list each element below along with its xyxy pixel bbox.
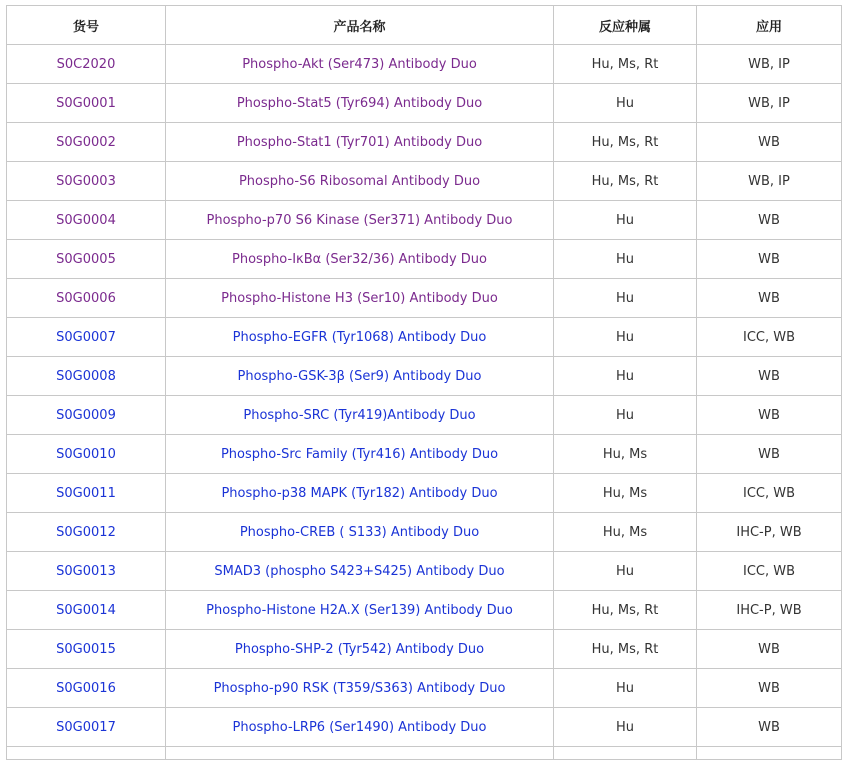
product-name-link[interactable]: Phospho-GSK-3β (Ser9) Antibody Duo [237, 368, 482, 384]
application-cell: WB, IP [697, 162, 842, 201]
sku-cell [7, 45, 166, 84]
empty-cell [166, 747, 554, 760]
sku-link[interactable]: S0G0012 [56, 524, 116, 540]
table-row [7, 474, 842, 513]
empty-cell [697, 747, 842, 760]
table-row [7, 162, 842, 201]
table-row [7, 669, 842, 708]
application-cell: WB [697, 630, 842, 669]
species-cell: Hu [554, 318, 697, 357]
table-row [7, 357, 842, 396]
product-name-cell [166, 84, 554, 123]
species-cell: Hu [554, 669, 697, 708]
product-name-cell [166, 552, 554, 591]
sku-cell [7, 201, 166, 240]
product-name-cell [166, 240, 554, 279]
sku-link[interactable]: S0G0002 [56, 134, 116, 150]
application-cell: WB, IP [697, 84, 842, 123]
species-cell: Hu [554, 84, 697, 123]
product-name-cell [166, 357, 554, 396]
sku-cell [7, 435, 166, 474]
product-name-cell [166, 513, 554, 552]
product-name-link[interactable]: Phospho-Akt (Ser473) Antibody Duo [242, 56, 477, 72]
sku-link[interactable]: S0C2020 [56, 56, 116, 72]
sku-link[interactable]: S0G0001 [56, 95, 116, 111]
table-row [7, 513, 842, 552]
table-row [7, 240, 842, 279]
table-row [7, 435, 842, 474]
application-cell: WB [697, 708, 842, 747]
sku-link[interactable]: S0G0013 [56, 563, 116, 579]
sku-cell [7, 708, 166, 747]
species-cell: Hu, Ms, Rt [554, 630, 697, 669]
sku-link[interactable]: S0G0005 [56, 251, 116, 267]
application-cell: IHC-P, WB [697, 513, 842, 552]
application-cell: ICC, WB [697, 552, 842, 591]
table-row [7, 708, 842, 747]
table-row-partial [7, 747, 842, 760]
table-body [7, 45, 842, 760]
sku-cell [7, 630, 166, 669]
product-name-cell [166, 474, 554, 513]
product-name-cell [166, 435, 554, 474]
product-name-link[interactable]: Phospho-Histone H3 (Ser10) Antibody Duo [221, 290, 498, 306]
application-cell: WB [697, 240, 842, 279]
table-row [7, 201, 842, 240]
table-row [7, 84, 842, 123]
empty-cell [554, 747, 697, 760]
product-name-link[interactable]: Phospho-SHP-2 (Tyr542) Antibody Duo [234, 641, 485, 657]
sku-cell [7, 123, 166, 162]
header-application: 应用 [697, 6, 842, 45]
product-name-cell [166, 708, 554, 747]
header-product-name: 产品名称 [166, 6, 554, 45]
product-name-link[interactable]: Phospho-EGFR (Tyr1068) Antibody Duo [232, 329, 487, 345]
sku-cell [7, 513, 166, 552]
sku-link[interactable]: S0G0017 [56, 719, 116, 735]
application-cell: WB, IP [697, 45, 842, 84]
species-cell: Hu, Ms, Rt [554, 591, 697, 630]
sku-link[interactable]: S0G0009 [56, 407, 116, 423]
product-name-link[interactable]: Phospho-Stat5 (Tyr694) Antibody Duo [236, 95, 483, 111]
species-cell: Hu, Ms [554, 513, 697, 552]
product-name-link[interactable]: Phospho-Stat1 (Tyr701) Antibody Duo [236, 134, 483, 150]
header-species: 反应种属 [554, 6, 697, 45]
sku-link[interactable]: S0G0011 [56, 485, 116, 501]
header-sku: 货号 [7, 6, 166, 45]
sku-link[interactable]: S0G0014 [56, 602, 116, 618]
sku-link[interactable]: S0G0003 [56, 173, 116, 189]
species-cell: Hu [554, 240, 697, 279]
product-name-link[interactable]: Phospho-SRC (Tyr419)Antibody Duo [243, 407, 476, 423]
sku-cell [7, 84, 166, 123]
product-name-link[interactable]: Phospho-p90 RSK (T359/S363) Antibody Duo [213, 680, 506, 696]
application-cell: WB [697, 123, 842, 162]
product-name-link[interactable]: Phospho-S6 Ribosomal Antibody Duo [238, 173, 481, 189]
species-cell: Hu, Ms, Rt [554, 162, 697, 201]
application-cell: WB [697, 669, 842, 708]
sku-link[interactable]: S0G0004 [56, 212, 116, 228]
table-row [7, 45, 842, 84]
product-table-container [6, 5, 842, 760]
species-cell: Hu, Ms [554, 435, 697, 474]
sku-cell [7, 162, 166, 201]
product-name-cell [166, 123, 554, 162]
application-cell: WB [697, 435, 842, 474]
species-cell: Hu [554, 201, 697, 240]
product-name-cell [166, 162, 554, 201]
product-name-cell [166, 45, 554, 84]
product-name-cell [166, 201, 554, 240]
product-name-link[interactable]: Phospho-LRP6 (Ser1490) Antibody Duo [232, 719, 487, 735]
empty-cell [7, 747, 166, 760]
table-row [7, 591, 842, 630]
sku-link[interactable]: S0G0006 [56, 290, 116, 306]
sku-link[interactable]: S0G0008 [56, 368, 116, 384]
product-name-link[interactable]: Phospho-p70 S6 Kinase (Ser371) Antibody Duo [206, 212, 513, 228]
application-cell: WB [697, 279, 842, 318]
product-name-link[interactable]: Phospho-IκBα (Ser32/36) Antibody Duo [232, 251, 487, 267]
product-name-link[interactable]: SMAD3 (phospho S423+S425) Antibody Duo [214, 563, 505, 579]
product-table [6, 5, 842, 760]
product-name-cell [166, 591, 554, 630]
species-cell: Hu [554, 552, 697, 591]
species-cell: Hu, Ms, Rt [554, 123, 697, 162]
table-header-row [7, 6, 842, 45]
product-name-cell [166, 669, 554, 708]
sku-cell [7, 552, 166, 591]
application-cell: ICC, WB [697, 318, 842, 357]
product-name-link[interactable]: Phospho-Src Family (Tyr416) Antibody Duo [220, 446, 499, 462]
species-cell: Hu, Ms [554, 474, 697, 513]
sku-cell [7, 357, 166, 396]
sku-link[interactable]: S0G0010 [56, 446, 116, 462]
sku-link[interactable]: S0G0016 [56, 680, 116, 696]
sku-cell [7, 669, 166, 708]
application-cell: WB [697, 357, 842, 396]
product-name-cell [166, 630, 554, 669]
sku-cell [7, 240, 166, 279]
table-row [7, 396, 842, 435]
species-cell: Hu [554, 708, 697, 747]
sku-cell [7, 318, 166, 357]
sku-cell [7, 279, 166, 318]
product-name-cell [166, 318, 554, 357]
product-name-link[interactable]: Phospho-CREB ( S133) Antibody Duo [239, 524, 480, 540]
application-cell: WB [697, 396, 842, 435]
table-row [7, 552, 842, 591]
species-cell: Hu [554, 396, 697, 435]
application-cell: ICC, WB [697, 474, 842, 513]
table-row [7, 123, 842, 162]
species-cell: Hu, Ms, Rt [554, 45, 697, 84]
sku-link[interactable]: S0G0007 [56, 329, 116, 345]
product-name-link[interactable]: Phospho-p38 MAPK (Tyr182) Antibody Duo [221, 485, 498, 501]
sku-cell [7, 474, 166, 513]
product-name-link[interactable]: Phospho-Histone H2A.X (Ser139) Antibody Duo [206, 602, 513, 618]
species-cell: Hu [554, 279, 697, 318]
product-name-cell [166, 396, 554, 435]
table-row [7, 279, 842, 318]
table-row [7, 318, 842, 357]
sku-link[interactable]: S0G0015 [56, 641, 116, 657]
table-row [7, 630, 842, 669]
product-name-cell [166, 279, 554, 318]
sku-cell [7, 591, 166, 630]
sku-cell [7, 396, 166, 435]
application-cell: WB [697, 201, 842, 240]
species-cell: Hu [554, 357, 697, 396]
application-cell: IHC-P, WB [697, 591, 842, 630]
